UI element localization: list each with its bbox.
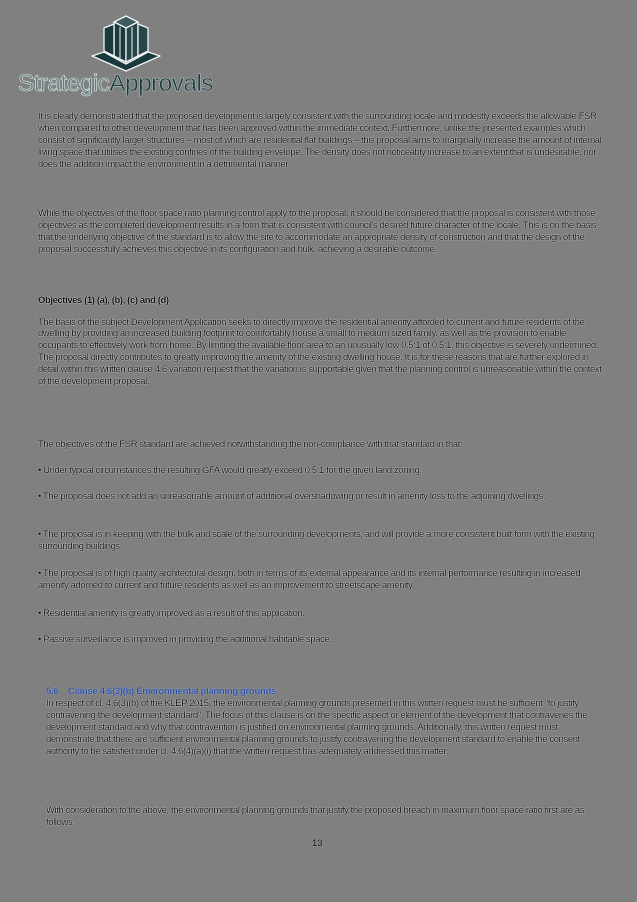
building-icon — [90, 14, 162, 72]
logo-text-approvals: Approvals — [109, 70, 213, 97]
paragraph-text: While the objectives of the floor space ratio planning control apply to the proposal, it should be considered that the proposal is consistent with those objectives as the completed development results in a form that is consistent with council's desired future character of the locale. This is on the basis that the underlying objective of the standard is to allow the site to accommodate an appropriate density of construction and that the design of the proposal successfully achieves this objective in its configuration and bulk, achieving a desirable outcome. — [38, 207, 597, 254]
paragraph-intro — [38, 101, 603, 179]
section-text: In respect of cl. 4.6(3)(b) of the KLEP 2015, the environmental planning grounds presented in this written request must be sufficient "to justify contravening the development standard". The focus of this clause is on the specific aspect or element of the development that contravenes the development standard and why that contravention is justified on environmental planning grounds. Additionally, this written request must demonstrate that there are sufficient environmental planning grounds to justify contravening the development standard to enable the consent authority to be satisfied under cl. 4.6(4)(a)(i) that the written request has adequately addressed this matter. — [46, 697, 588, 756]
logo-text-strategic: Strategic — [18, 70, 110, 97]
objectives-block — [38, 285, 603, 396]
bullet-3 — [38, 519, 603, 561]
fsr-intro-text: The objectives of the FSR standard are achieved notwithstanding the non-compliance with that standard in that: — [38, 438, 463, 450]
section-title: Clause 4.6(3)(b) Environmental planning grounds — [68, 685, 276, 697]
strategic-approvals-logo — [18, 14, 228, 96]
bullet-text: • The proposal is of high quality architectural design, both in terms of its external appearance and its internal performance resulting in increased amenity adorned to current and future residents as well as an improvement to streetscape amenity. — [38, 567, 581, 591]
closing-text: With consideration to the above, the environmental planning grounds that justify the proposed breach in maximum floor space ratio first are as follows: — [46, 804, 585, 828]
bullet-text: • Residential amenity is greatly improved as a result of this application. — [38, 607, 305, 619]
bullet-text: • Passive surveillance is improved in providing the additional habitable space. — [38, 633, 332, 645]
bullet-text: • The proposal does not add an unreasonable amount of additional overshadowing or result in amenity loss to the adjoining dwellings. — [38, 490, 546, 502]
objectives-text: The basis of the subject Development Application seeks to directly improve the residential amenity afforded to current and future residents of the dwelling by providing an increased building footprint to comfortably house a small to medium sized family, as well as the provision to enable occupants to effectively work from home. By limiting the available floor area to an unusually low 0.5:1 of 0.5:1, this objective is severely undermined. The proposal directly contributes to greatly improving the amenity of the existing dwelling house. It is for these reasons that are further explored in detail within this written clause 4.6 variation request that the variation is supportable given that the planning control is unreasonable within the context of the development proposal. — [38, 315, 602, 386]
bullet-4 — [38, 558, 603, 600]
logo-wordmark — [18, 70, 213, 98]
page-number: 13 — [312, 838, 323, 849]
bullet-text: • Under typical circumstances the resulting GFA would greatly exceed 0.5:1 for the given land zoning. — [38, 464, 422, 476]
bullet-2 — [38, 481, 603, 512]
section-closing — [46, 795, 606, 837]
section-body — [46, 685, 606, 766]
paragraph-objectives-consistency — [38, 198, 603, 264]
objectives-heading: Objectives (1) (a), (b), (c) and (d) — [38, 294, 169, 306]
paragraph-text: It is clearly demonstrated that the proposed development is largely consistent with the surrounding locale and modestly exceeds the allowable FSR when compared to other development that has been approved within the immediate context. Furthermore, unlike the presented examples which consist of significantly larger structures – most of which are residential flat buildings – this proposal aims to marginally increase the amount of internal living space that utilises the existing confines of the building envelope. The density does not noticeably increase to an extent that is undesirable, nor does the addition impact the environment in a detrimental manner. — [38, 110, 602, 169]
bullet-6 — [38, 624, 603, 655]
bullet-text: • The proposal is in keeping with the bulk and scale of the surrounding developments, and will provide a more consistent built form with the existing surrounding buildings. — [38, 528, 595, 552]
section-number: 5.6 — [46, 685, 59, 697]
